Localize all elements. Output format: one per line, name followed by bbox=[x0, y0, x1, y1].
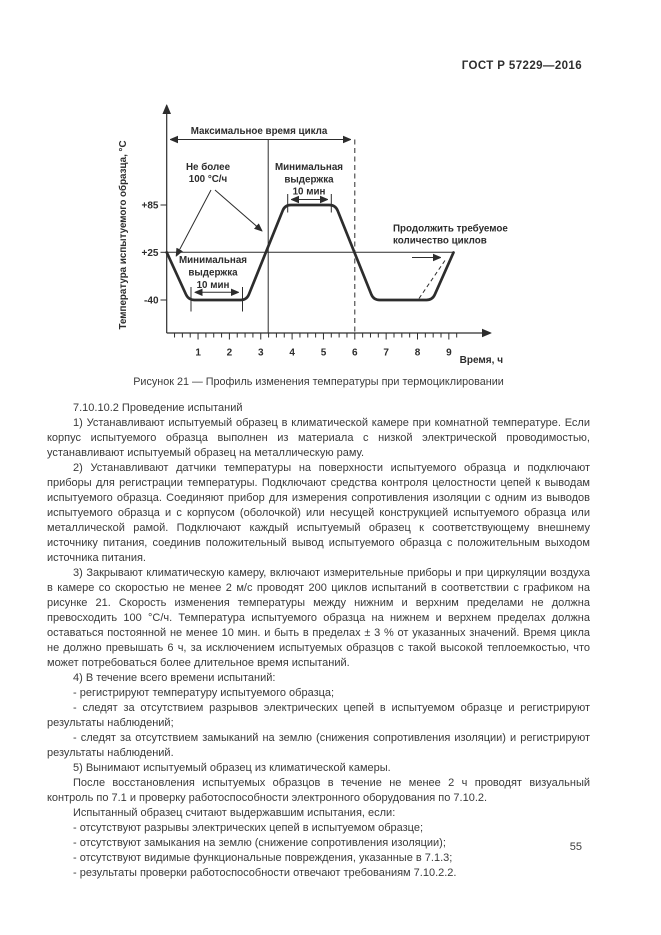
max-cycle-time-label: Максимальное время цикла bbox=[190, 126, 328, 137]
paragraph: 4) В течение всего времени испытаний: bbox=[73, 672, 276, 684]
rate-arrow-left bbox=[177, 190, 212, 256]
upper-dwell-label-line2: выдержка bbox=[284, 174, 334, 186]
section-heading: 7.10.10.2 Проведение испытаний bbox=[73, 402, 243, 414]
x-tick-label: 1 bbox=[195, 347, 201, 359]
rate-limit-label-line1: Не более bbox=[185, 162, 231, 173]
list-item: - следят за отсутствием замыканий на землю (снижения сопротивления изоляции) и регистрируют результаты наблюдений. bbox=[47, 732, 590, 759]
standard-designation: ГОСТ Р 57229—2016 bbox=[461, 60, 582, 72]
x-tick-label: 7 bbox=[383, 347, 389, 359]
x-axis-ticks bbox=[175, 333, 457, 340]
lower-dwell-label-line3: 10 мин bbox=[196, 280, 230, 291]
x-tick-label: 9 bbox=[446, 347, 452, 359]
list-item: - отсутствуют разрывы электрических цепей в испытуемом образце; bbox=[73, 822, 424, 834]
x-tick-label: 5 bbox=[320, 347, 327, 359]
page-number: 55 bbox=[569, 841, 582, 853]
upper-dwell-label-line3: 10 мин bbox=[292, 186, 326, 198]
x-tick-label: 4 bbox=[289, 347, 295, 359]
paragraph: 5) Вынимают испытуемый образец из климатической камеры. bbox=[73, 762, 391, 774]
y-tick-label: +85 bbox=[141, 200, 159, 212]
x-tick-label: 3 bbox=[258, 347, 264, 359]
list-item: - отсутствуют видимые функциональные повреждения, указанные в 7.1.3; bbox=[73, 852, 453, 864]
y-axis-title: Температура испытуемого образца, °С bbox=[118, 140, 129, 330]
paragraph: 1) Устанавливают испытуемый образец в климатической камере при комнатной температуре. Если корпус испытуемого образца выполнен из материала с низкой электрической проводимостью, устанавливают испытуемый образец на металлическую раму. bbox=[47, 417, 590, 459]
x-axis-tick-labels bbox=[195, 348, 452, 359]
lower-dwell-label-line2: выдержка bbox=[188, 267, 238, 279]
paragraph: После восстановления испытуемых образцов в течение не менее 2 ч проводят визуальный контроль по 7.1 и проверку работоспособности электронного оборудования по 7.10.2. bbox=[47, 777, 590, 804]
paragraph: 3) Закрывают климатическую камеру, включают измерительные приборы и при циркуляции воздуха в камере со скоростью не менее 2 м/с проводят 200 циклов испытаний в соответствии с графиком на рисунке 21. Скорость изменения температуры между нижним и верхним пределами не должна превосходить 100 °С/ч. Температура испытуемого образца на нижнем и верхнем пределах должна оставаться постоянной не менее 10 мин. и быть в пределах ± 3 % от указанных значений. Время цикла не должно превышать 6 ч, за исключением испытуемых образцов с такой высокой теплоемкостью, что может потребоваться более длительное время испытаний. bbox=[47, 567, 590, 669]
body-text bbox=[47, 401, 590, 881]
paragraph: 2) Устанавливают датчики температуры на поверхности испытуемого образца и подключают приборы для регистрации температуры. Подключают средства контроля целостности цепей к выводам испытуемого образца. Соединяют прибор для измерения сопротивления изоляции с одним из выводов испытуемого образца и с корпусом (оболочкой) или несущей конструкцией испытуемого образца или металлической рамой. Подключают каждый испытуемый образец к соответствующему внешнему источнику питания, соединив положительный вывод испытуемого образца с положительным выходом источника питания. bbox=[47, 462, 590, 564]
list-item: - результаты проверки работоспособности отвечают требованиям 7.10.2.2. bbox=[73, 867, 457, 879]
y-axis-tick-labels bbox=[142, 201, 159, 307]
list-item: - регистрируют температуру испытуемого образца; bbox=[73, 687, 335, 699]
figure-21-chart bbox=[0, 0, 661, 372]
upper-dwell-label-line1: Минимальная bbox=[274, 162, 344, 173]
rate-limit-label-line2: 100 °С/ч bbox=[188, 174, 228, 185]
continue-cycles-label-line1: Продолжить требуемое bbox=[393, 223, 508, 235]
rate-arrow-right bbox=[215, 190, 262, 231]
y-tick-label: -40 bbox=[144, 295, 159, 307]
lower-dwell-label-line1: Минимальная bbox=[178, 255, 248, 266]
y-tick-label: +25 bbox=[141, 247, 159, 259]
x-axis-title: Время, ч bbox=[459, 355, 503, 366]
list-item: - следят за отсутствием разрывов электрических цепей в испытуемом образце и регистрируют результаты наблюдений; bbox=[47, 702, 590, 729]
figure-caption: Рисунок 21 — Профиль изменения температуры при термоциклировании bbox=[133, 376, 504, 388]
continue-cycles-label-line2: количество циклов bbox=[393, 235, 487, 247]
paragraph: Испытанный образец считают выдержавшим испытания, если: bbox=[73, 807, 396, 819]
x-tick-label: 8 bbox=[414, 347, 421, 359]
x-tick-label: 6 bbox=[352, 347, 358, 359]
list-item: - отсутствуют замыкания на землю (снижение сопротивления изоляции); bbox=[73, 837, 446, 849]
x-tick-label: 2 bbox=[226, 347, 233, 359]
